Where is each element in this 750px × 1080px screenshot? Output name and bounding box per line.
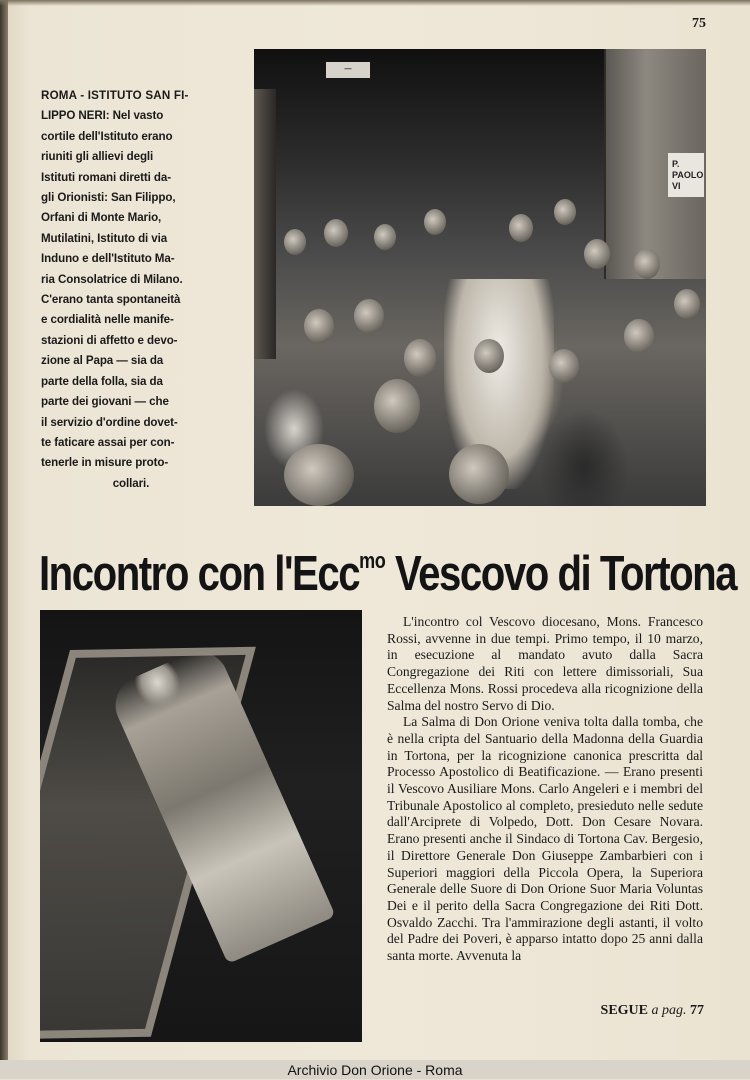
caption-line: zione al Papa — sia da <box>41 354 164 368</box>
continued-a: a <box>651 1003 659 1018</box>
caption-line: Mutilatini, Istituto di via <box>41 231 168 245</box>
photo-head <box>449 444 509 504</box>
scan-shadow <box>0 0 750 6</box>
caption-line: gli Orionisti: San Filippo, <box>41 191 176 205</box>
article-paragraph: La Salma di Don Orione veniva tolta dalla tomba, che è nella cripta del Santuario della Madonna della Guardia in Tortona, per la ricognizione canonica prescritta dal Processo Apostolico di Beatificazione. — Erano presenti il Vescovo Ausiliare Mons. Carlo Angeleri e i membri del Tribunale Apostolico al completo, presieduto nelle sedute dall'Arciprete di Volpedo, Dott. Don Cesare Novara. Erano presenti anche il Sindaco di Tortona Cav. Bergesio, il Direttore Generale Don Giuseppe Zambarbieri con i Superiori maggiori della Piccola Opera, la Superiora Generale delle Suore di Don Orione Suor Maria Voluntas Dei e il perito della Sacra Congregazione dei Riti Dott. Osvaldo Zacchi. Tra l'ammirazione degli astanti, il volto del Padre dei Poveri, è apparso intatto dopo 25 anni dalla santa morte. Avvenuta la <box>387 714 703 964</box>
caption-line: il servizio d'ordine dovet- <box>41 415 178 429</box>
photo-head <box>549 349 579 383</box>
photo-head <box>354 299 384 333</box>
caption-line: parte della folla, sia da <box>41 374 163 388</box>
photo-head <box>374 379 420 433</box>
article-paragraph: L'incontro col Vescovo diocesano, Mons. Francesco Rossi, avvenne in due tempi. Primo tempo, il 10 marzo, in esecuzione al mandato avuto dalla Sacra Congregazione dei Riti con lettere dimissoriali, Sua Eccellenza Mons. Rossi procedeva alla ricognizione della Salma del nostro Servo di Dio. <box>387 614 703 713</box>
caption-line: riuniti gli allievi degli <box>41 150 154 164</box>
photo-doorframe <box>254 89 276 359</box>
photo-head <box>324 219 348 247</box>
continued-pag: pag. <box>662 1003 687 1018</box>
caption-line: e cordialità nelle manife- <box>41 313 174 327</box>
caption-line: ROMA - ISTITUTO SAN FI- <box>41 89 189 102</box>
photo-head <box>509 214 533 242</box>
photo-head <box>624 319 654 353</box>
photo-head <box>584 239 610 269</box>
photo-head <box>474 339 504 373</box>
caption-line: Orfani di Monte Mario, <box>41 211 162 225</box>
article-body <box>387 614 703 965</box>
caption-line: Istituti romani diretti da- <box>41 170 171 184</box>
caption-line: tenerle in misure proto- <box>41 456 169 470</box>
caption-line: LIPPO NERI: Nel vasto <box>41 109 164 123</box>
photo-head <box>674 289 700 319</box>
caption-line: cortile dell'Istituto erano <box>41 129 173 143</box>
headline-part: Vescovo di Tortona <box>385 547 737 601</box>
article-headline <box>39 531 737 601</box>
photo-head <box>284 444 354 506</box>
binding-edge <box>0 0 8 1079</box>
photo-head <box>634 249 660 279</box>
caption-line: ria Consolatrice di Milano. <box>41 272 183 286</box>
photo-head <box>554 199 576 225</box>
continued-word: SEGUE <box>600 1003 648 1018</box>
crowd-photo <box>254 49 706 506</box>
photo-head <box>404 339 436 377</box>
photo-poster: P. PAOLO VI <box>668 153 704 197</box>
caption-line: C'erano tanta spontaneità <box>41 293 181 307</box>
caption-line: Induno e dell'Istituto Ma- <box>41 252 175 266</box>
headline-part: Incontro con l'Ecc <box>39 547 360 601</box>
caption-line: parte dei giovani — che <box>41 395 169 409</box>
photo-head <box>284 229 306 255</box>
headline-superscript: mo <box>359 548 386 573</box>
coffin-photo <box>40 610 362 1042</box>
photo-head <box>424 209 446 235</box>
photo-sign: — <box>326 62 370 78</box>
caption-line: te faticare assai per con- <box>41 435 175 449</box>
continued-page: 77 <box>690 1003 704 1018</box>
photo-caption <box>41 86 209 494</box>
page-number: 75 <box>692 16 706 31</box>
caption-line: stazioni di affetto e devo- <box>41 333 178 347</box>
archive-label: Archivio Don Orione - Roma <box>287 1062 463 1078</box>
photo-head <box>374 224 396 250</box>
continued-note <box>601 1003 704 1019</box>
photo-head <box>304 309 334 343</box>
caption-line: collari. <box>112 476 150 490</box>
